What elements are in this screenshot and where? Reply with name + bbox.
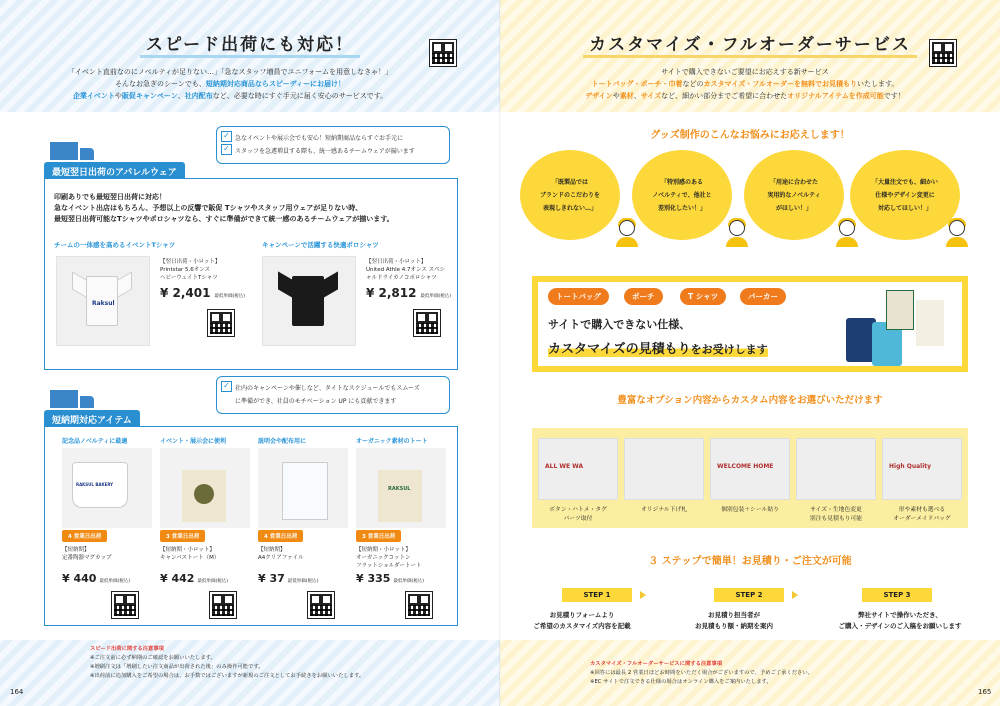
item-price: ¥ 440 最低単価(税込) — [62, 572, 130, 585]
item-name: 【短納期・小ロット】 キャンバストート（M） — [160, 547, 220, 561]
item-price: ¥ 442 最低単価(税込) — [160, 572, 228, 585]
check-item: ✓ 急なイベントや展示会でも安心！短納期商品ならすぐお手元に — [235, 132, 441, 145]
check-item: ✓ スタッフを急遽増員する際も、統一感あるチームウェアが揃います — [235, 145, 441, 158]
product-price: ¥ 2,401 最低単価(税込) — [160, 286, 245, 300]
item-price: ¥ 335 最低単価(税込) — [356, 572, 424, 585]
step-arrow-icon — [792, 591, 798, 599]
item-head: オーガニック素材のトート — [356, 438, 428, 445]
brand-logo: Raksul — [92, 300, 115, 307]
tote-emblem-icon — [194, 484, 214, 504]
service-line1: サイトで購入できない仕様、 — [548, 318, 691, 331]
left-page-title: スピード出荷にも対応！ — [0, 30, 500, 55]
steps-title: ３ ステップで簡単！お見積り・ご注文が可能 — [648, 556, 852, 567]
option-label: ボタン・ハトメ・タグ パーツ取付 — [549, 507, 607, 522]
option-label: オリジナル下げ札 — [640, 507, 688, 513]
tote-logo: RAKSUL — [388, 486, 411, 492]
left-intro: 「イベント直前なのにノベルティが足りない…」「急なスタッフ増員でユニフォームを用意しなきゃ！」 そんなお急ぎのシーンでも、短納期対応商品ならスピーディーにお届け！ 企業イベントや販促キャンペーン、社内配布など、必要な時にすぐ手元に届く安心のサービスです。 — [67, 68, 393, 100]
product-head: チームの一体感を高めるイベントTシャツ — [54, 241, 176, 249]
pill-tshirt: T シャツ — [680, 288, 726, 305]
item-head: 記念品ノベルティに最適 — [62, 438, 128, 445]
option-image[interactable] — [796, 438, 876, 500]
page-number: 164 — [10, 688, 24, 696]
item-head: 説明会や配布用に — [258, 438, 307, 445]
item-head: イベント・展示会に便利 — [160, 438, 227, 445]
tote-bag-icon — [886, 290, 914, 330]
option-image[interactable] — [710, 438, 790, 500]
apparel-section-label: 最短翌日出荷のアパレルウェア — [44, 162, 185, 181]
pill-pouch: ポーチ — [624, 288, 663, 305]
shipping-badge: 4 営業日出荷 — [258, 530, 303, 542]
option-label: サイズ・生地色変更 別注も見積もり可能 — [809, 507, 863, 522]
clear-file-icon — [282, 462, 328, 520]
item-name: 【短納期】 A4クリアファイル — [258, 547, 304, 561]
speech-bubble: 「既製品では ブランドのこだわりを 表現しきれない…」 — [520, 150, 620, 240]
qr-code-icon[interactable] — [208, 310, 234, 336]
qr-code-icon[interactable] — [414, 310, 440, 336]
product-spec: 【翌日出荷・小ロット】 Printstar 5.6オンス ヘビーウェイトTシャツ — [160, 259, 221, 281]
item-price: ¥ 37 最低単価(税込) — [258, 572, 319, 585]
white-tshirt-icon — [72, 270, 132, 328]
pill-tote: トートバッグ — [548, 288, 609, 305]
options-title: 豊富なオプション内容からカスタム内容をお選びいただけます — [617, 395, 883, 406]
qr-code-icon[interactable] — [210, 592, 236, 618]
option-label: 個別包装＋シール貼り — [721, 507, 779, 513]
step-text: お見積り担当者が お見積もり額・納期を案内 — [695, 611, 773, 630]
option-art: ALL WE WA — [545, 463, 584, 470]
items-section-label: 短納期対応アイテム — [44, 410, 140, 429]
person-icon — [614, 220, 640, 246]
mug-logo: RAKSUL BAKERY — [76, 482, 114, 487]
qr-code-icon[interactable] — [112, 592, 138, 618]
speech-bubble: 「用途に合わせた 実用的なノベルティ がほしい！」 — [744, 150, 844, 240]
option-image[interactable] — [624, 438, 704, 500]
worry-title: グッズ制作のこんなお悩みにお応えします！ — [650, 130, 850, 141]
person-icon — [944, 220, 970, 246]
qr-code-icon[interactable] — [930, 40, 956, 66]
tote-bag-icon — [916, 300, 944, 346]
apparel-description: 印刷ありでも最短翌日出荷に対応！ 急なイベント出店はもちろん、予想以上の反響で販促 Tシャツやスタッフ用ウェアが足りない時、 最短翌日出荷可能なTシャツやポロシャツなら、すぐに準備ができて統一感のあるチームウェアが揃います。 — [54, 193, 394, 223]
option-image[interactable] — [882, 438, 962, 500]
right-page-title: カスタマイズ・フルオーダーサービス — [500, 30, 1000, 55]
shipping-badge: 3 営業日出荷 — [160, 530, 205, 542]
pill-hoodie: パーカー — [740, 288, 786, 305]
page-number: 165 — [978, 688, 992, 696]
product-price: ¥ 2,812 最低単価(税込) — [366, 286, 451, 300]
right-intro: サイトで購入できないご要望にお応えする新サービス トートバッグ・ポーチ・巾着などのカスタマイズ・フルオーダーを無料でお見積もりいたします。 デザインや素材、サイズなど、細かい部分までご希望に合わせたオリジナルアイテムを作成可能です！ — [585, 68, 905, 100]
step-text: 弊社サイトで操作いただき、 ご購入・デザインのご入稿をお願いします — [838, 611, 962, 630]
product-head: キャンペーンで活躍する快適ポロシャツ — [262, 241, 379, 249]
shipping-badge: 4 営業日出荷 — [62, 530, 107, 542]
person-icon — [834, 220, 860, 246]
organic-tote-icon — [378, 470, 422, 522]
left-notes: スピード出荷に関する注意事項 ※ご注文前に必ず納期のご確認をお願いいたします。 ※増刷注文は「増刷したい注文商品が出荷された後」のみ操作可能です。 ※出荷前に追加購入をご希望の場合は、お手数ではございますが新規のご注文としてお手続きをお願いいたします。 — [90, 646, 365, 679]
check-item: ✓ 社内のキャンペーンや催しなど、タイトなスケジュールでもスムーズ — [235, 382, 441, 395]
qr-code-icon[interactable] — [430, 40, 456, 66]
qr-code-icon[interactable] — [406, 592, 432, 618]
speech-bubble: 「特別感のある ノベルティで、他社と 差別化したい！」 — [632, 150, 732, 240]
check-item-cont: に準備ができ、社員のモチベーション UP にも貢献できます — [235, 398, 397, 405]
service-line2: カスタマイズの見積もりをお受けします — [548, 338, 768, 357]
option-image[interactable] — [538, 438, 618, 500]
black-polo-icon — [278, 270, 338, 328]
shipping-badge: 3 営業日出荷 — [356, 530, 401, 542]
item-name: 【短納期】 定番陶器マグカップ — [62, 547, 112, 561]
checklist-box — [216, 376, 450, 414]
step-text: お見積りフォームより ご希望のカスタマイズ内容を記載 — [533, 611, 631, 630]
step-arrow-icon — [640, 591, 646, 599]
step-badge: STEP 3 — [862, 588, 932, 602]
checklist-box — [216, 126, 450, 164]
spine-shadow — [499, 0, 501, 706]
speech-bubble: 「大量注文でも、細かい 仕様やデザイン変更に 対応してほしい！」 — [850, 150, 960, 240]
option-label: 形や素材も選べる オーダーメイドバッグ — [893, 507, 951, 522]
person-icon — [724, 220, 750, 246]
right-notes: カスタマイズ・フルオーダーサービスに関する注意事項 ※回答には最長 2 営業日ほどお時間をいただく場合がございますので、予めご了承ください。 ※EC サイトで注文できる仕様の場合はオンライン購入をご案内いたします。 — [590, 661, 813, 685]
product-spec: 【翌日出荷・小ロット】 United Athle 4.7オンス スペシ ャルドライカノコポロシャツ — [366, 259, 446, 281]
step-badge: STEP 1 — [562, 588, 632, 602]
option-art: WELCOME HOME — [717, 463, 774, 470]
item-name: 【短納期・小ロット】 オーガニックコットン フラットショルダートート — [356, 547, 422, 569]
qr-code-icon[interactable] — [308, 592, 334, 618]
option-art: High Quality — [889, 463, 932, 470]
step-badge: STEP 2 — [714, 588, 784, 602]
